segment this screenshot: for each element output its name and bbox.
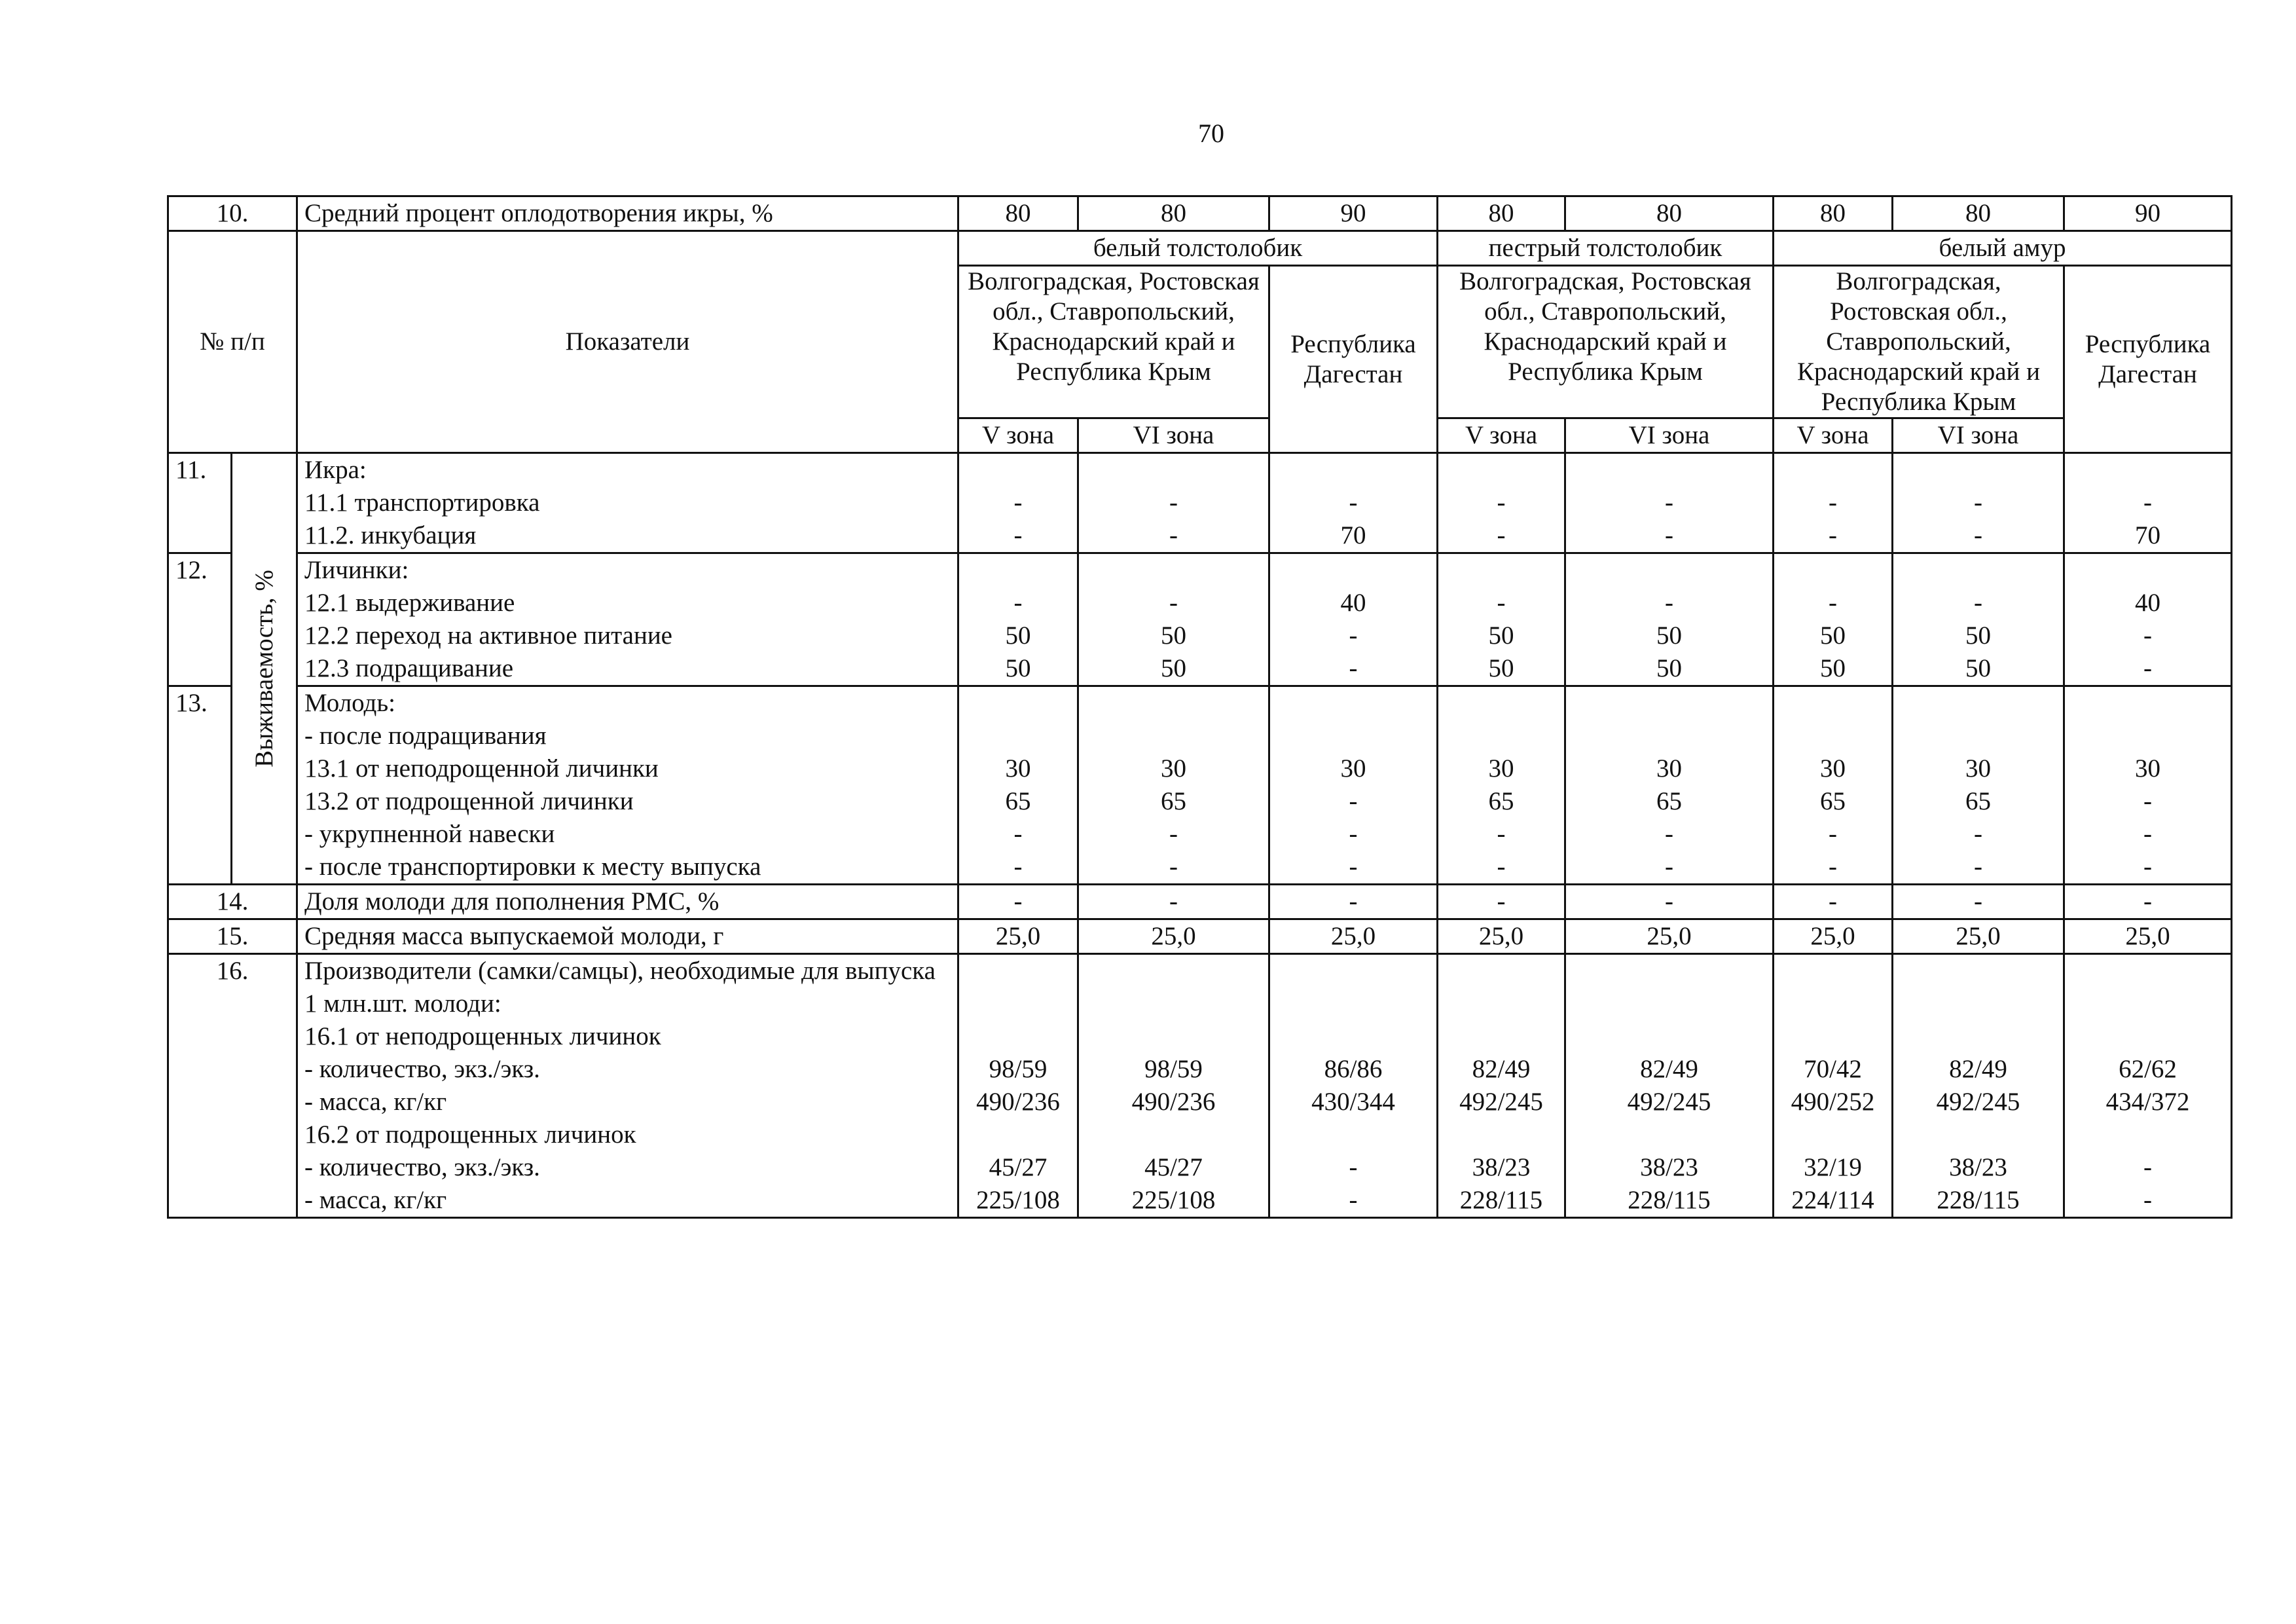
row-label bbox=[297, 453, 958, 553]
region-header: Республика Дагестан bbox=[1269, 266, 1438, 453]
row-15 bbox=[168, 919, 2232, 954]
cell: 98/59 490/236 45/27 225/108 bbox=[958, 954, 1078, 1218]
cell: 90 bbox=[2064, 196, 2232, 231]
row-num: 12. bbox=[168, 553, 232, 686]
cell: 70/42 490/252 32/19 224/114 bbox=[1774, 954, 1893, 1218]
cell: - 70 bbox=[1269, 453, 1438, 553]
cell: - bbox=[2064, 885, 2232, 919]
cell: - 50 50 bbox=[1438, 553, 1565, 686]
cell: - 70 bbox=[2064, 453, 2232, 553]
cell: 98/59 490/236 45/27 225/108 bbox=[1078, 954, 1269, 1218]
cell: - bbox=[1269, 885, 1438, 919]
cell: - bbox=[1893, 885, 2064, 919]
row-title: Икра: bbox=[304, 456, 367, 484]
row-num: 14. bbox=[168, 885, 297, 919]
region-header: Волгоградская, Ростовская обл., Ставропольский, Краснодарский край и Республика Крым bbox=[1438, 266, 1774, 418]
row-sub: - укрупненной навески bbox=[304, 820, 555, 848]
cell: 30 65 - - bbox=[1078, 686, 1269, 885]
cell: 80 bbox=[1893, 196, 2064, 231]
row-label bbox=[297, 686, 958, 885]
cell: - bbox=[1438, 885, 1565, 919]
survival-label: Выживаемость, % bbox=[249, 570, 278, 767]
cell: - - bbox=[1438, 453, 1565, 553]
cell: 82/49 492/245 38/23 228/115 bbox=[1438, 954, 1565, 1218]
row-sub: 16.1 от неподрощенных личинок bbox=[304, 1022, 661, 1050]
row-14 bbox=[168, 885, 2232, 919]
region-header: Волгоградская, Ростовская обл., Ставропольский, Краснодарский край и Республика Крым bbox=[1774, 266, 2064, 418]
cell: 30 - - - bbox=[1269, 686, 1438, 885]
header-species-row bbox=[168, 231, 2232, 266]
row-num: 11. bbox=[168, 453, 232, 553]
cell: 80 bbox=[958, 196, 1078, 231]
cell: 30 65 - - bbox=[958, 686, 1078, 885]
row-sub: 11.2. инкубация bbox=[304, 521, 477, 549]
region-header: Республика Дагестан bbox=[2064, 266, 2232, 453]
cell: - bbox=[1565, 885, 1774, 919]
cell: - 50 50 bbox=[1078, 553, 1269, 686]
zone-header: V зона bbox=[1438, 418, 1565, 453]
cell: 25,0 bbox=[1269, 919, 1438, 954]
cell: - - bbox=[1078, 453, 1269, 553]
cell: - 50 50 bbox=[1565, 553, 1774, 686]
cell: 25,0 bbox=[2064, 919, 2232, 954]
cell: - 50 50 bbox=[1893, 553, 2064, 686]
cell: 25,0 bbox=[958, 919, 1078, 954]
cell: 25,0 bbox=[1078, 919, 1269, 954]
row-sub: - количество, экз./экз. bbox=[304, 1153, 540, 1181]
cell: 30 - - - bbox=[2064, 686, 2232, 885]
row-num: 15. bbox=[168, 919, 297, 954]
cell: - - bbox=[958, 453, 1078, 553]
row-13 bbox=[168, 686, 2232, 885]
species-header: белый амур bbox=[1774, 231, 2232, 266]
row-label: Средняя масса выпускаемой молоди, г bbox=[297, 919, 958, 954]
zone-header: V зона bbox=[1774, 418, 1893, 453]
data-table-wrapper bbox=[167, 195, 2231, 1219]
fish-indicators-table bbox=[167, 195, 2232, 1219]
row-sub: 16.2 от подрощенных личинок bbox=[304, 1120, 636, 1149]
row-16 bbox=[168, 954, 2232, 1218]
row-12 bbox=[168, 553, 2232, 686]
indicators-column-header: Показатели bbox=[297, 231, 958, 453]
row-num: 16. bbox=[168, 954, 297, 1218]
region-header: Волгоградская, Ростовская обл., Ставропольский, Краснодарский край и Республика Крым bbox=[958, 266, 1269, 418]
zone-header: V зона bbox=[958, 418, 1078, 453]
cell: 30 65 - - bbox=[1565, 686, 1774, 885]
cell: - bbox=[1078, 885, 1269, 919]
cell: 25,0 bbox=[1565, 919, 1774, 954]
cell: - bbox=[1774, 885, 1893, 919]
row-sub: 12.2 переход на активное питание bbox=[304, 621, 672, 650]
cell: - - bbox=[1565, 453, 1774, 553]
page-number: 70 bbox=[1198, 119, 1224, 148]
cell: - 50 50 bbox=[958, 553, 1078, 686]
row-sub: 11.1 транспортировка bbox=[304, 489, 540, 517]
row-sub: - количество, экз./экз. bbox=[304, 1055, 540, 1083]
row-sub: - масса, кг/кг bbox=[304, 1088, 447, 1116]
row-11 bbox=[168, 453, 2232, 553]
row-label bbox=[297, 553, 958, 686]
row-sub: 13.1 от неподрощенной личинки bbox=[304, 754, 659, 783]
cell: 62/62 434/372 - - bbox=[2064, 954, 2232, 1218]
cell: 40 - - bbox=[2064, 553, 2232, 686]
cell: 25,0 bbox=[1774, 919, 1893, 954]
row-num: 10. bbox=[168, 196, 297, 231]
cell: 90 bbox=[1269, 196, 1438, 231]
zone-header: VI зона bbox=[1893, 418, 2064, 453]
cell: 30 65 - - bbox=[1893, 686, 2064, 885]
zone-header: VI зона bbox=[1565, 418, 1774, 453]
row-label: Доля молоди для пополнения РМС, % bbox=[297, 885, 958, 919]
species-header: пестрый толстолобик bbox=[1438, 231, 1774, 266]
cell: 40 - - bbox=[1269, 553, 1438, 686]
row-label bbox=[297, 954, 958, 1218]
cell: 30 65 - - bbox=[1774, 686, 1893, 885]
row-label: Средний процент оплодотворения икры, % bbox=[297, 196, 958, 231]
survival-label-cell bbox=[232, 453, 297, 885]
row-sub: 12.3 подращивание bbox=[304, 654, 514, 682]
row-sub: - масса, кг/кг bbox=[304, 1186, 447, 1214]
cell: 30 65 - - bbox=[1438, 686, 1565, 885]
row-10 bbox=[168, 196, 2232, 231]
cell: - - bbox=[1774, 453, 1893, 553]
row-num: 13. bbox=[168, 686, 232, 885]
cell: - bbox=[958, 885, 1078, 919]
cell: 82/49 492/245 38/23 228/115 bbox=[1565, 954, 1774, 1218]
num-column-header: № п/п bbox=[168, 231, 297, 453]
row-sub: - после подращивания bbox=[304, 722, 547, 750]
cell: 25,0 bbox=[1438, 919, 1565, 954]
species-header: белый толстолобик bbox=[958, 231, 1438, 266]
row-sub: - после транспортировки к месту выпуска bbox=[304, 853, 761, 881]
row-sub: 12.1 выдерживание bbox=[304, 589, 515, 617]
cell: - 50 50 bbox=[1774, 553, 1893, 686]
cell: 82/49 492/245 38/23 228/115 bbox=[1893, 954, 2064, 1218]
row-title: Молодь: bbox=[304, 689, 395, 717]
row-title: Личинки: bbox=[304, 556, 409, 584]
row-title: Производители (самки/самцы), необходимые для выпуска 1 млн.шт. молоди: bbox=[304, 957, 936, 1018]
cell: 86/86 430/344 - - bbox=[1269, 954, 1438, 1218]
cell: 25,0 bbox=[1893, 919, 2064, 954]
row-sub: 13.2 от подрощенной личинки bbox=[304, 787, 634, 815]
cell: 80 bbox=[1078, 196, 1269, 231]
cell: 80 bbox=[1774, 196, 1893, 231]
zone-header: VI зона bbox=[1078, 418, 1269, 453]
cell: 80 bbox=[1438, 196, 1565, 231]
cell: 80 bbox=[1565, 196, 1774, 231]
cell: - - bbox=[1893, 453, 2064, 553]
